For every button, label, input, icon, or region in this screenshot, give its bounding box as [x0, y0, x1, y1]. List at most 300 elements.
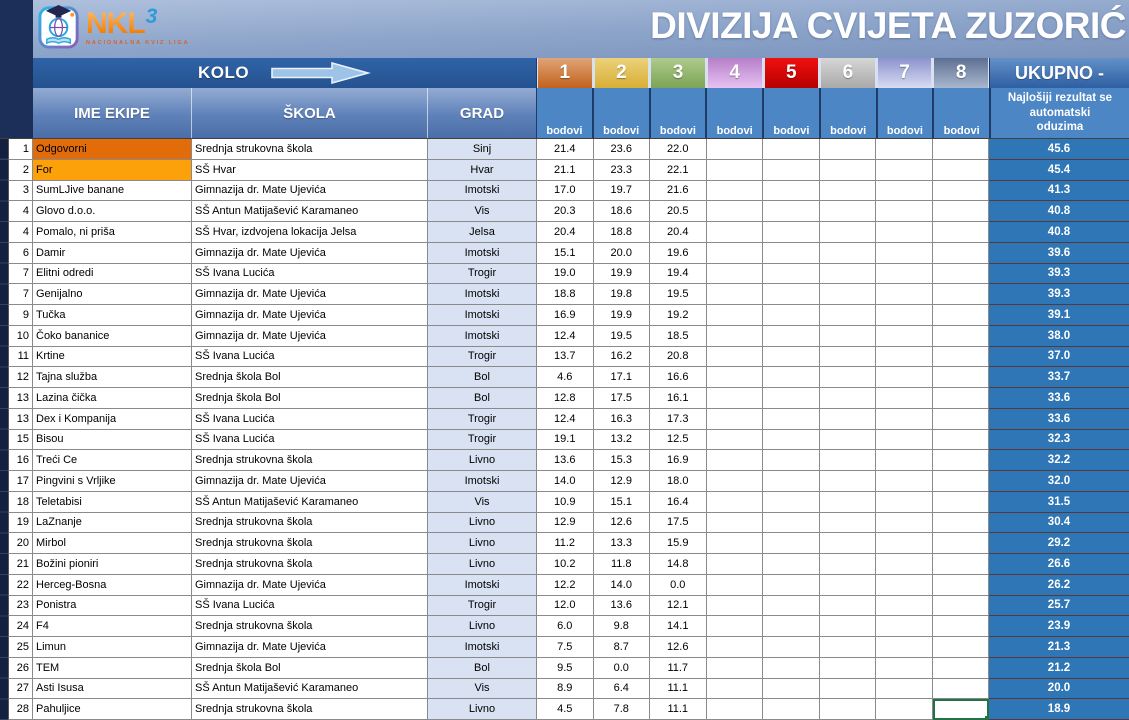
- score-cell-round-6[interactable]: [820, 243, 877, 264]
- city-cell[interactable]: Imotski: [428, 243, 537, 264]
- score-cell-round-2[interactable]: 15.1: [594, 492, 651, 513]
- score-cell-round-6[interactable]: [820, 575, 877, 596]
- score-cell-round-3[interactable]: 11.1: [650, 699, 707, 720]
- city-cell[interactable]: Jelsa: [428, 222, 537, 243]
- score-cell-round-3[interactable]: 16.9: [650, 450, 707, 471]
- school-cell[interactable]: SŠ Antun Matijašević Karamaneo: [192, 201, 428, 222]
- score-cell-round-6[interactable]: [820, 284, 877, 305]
- school-cell[interactable]: SŠ Antun Matijašević Karamaneo: [192, 492, 428, 513]
- score-cell-round-4[interactable]: [707, 471, 764, 492]
- rank-cell[interactable]: 11: [8, 347, 33, 368]
- score-cell-round-1[interactable]: 19.1: [537, 430, 594, 451]
- score-cell-round-2[interactable]: 18.6: [594, 201, 651, 222]
- score-cell-round-5[interactable]: [763, 430, 820, 451]
- score-cell-round-3[interactable]: 21.6: [650, 181, 707, 202]
- team-cell[interactable]: Tučka: [33, 305, 192, 326]
- score-cell-round-5[interactable]: [763, 388, 820, 409]
- score-cell-round-8[interactable]: [933, 305, 990, 326]
- score-cell-round-5[interactable]: [763, 450, 820, 471]
- score-cell-round-5[interactable]: [763, 679, 820, 700]
- score-cell-round-7[interactable]: [876, 699, 933, 720]
- rank-cell[interactable]: 27: [8, 679, 33, 700]
- score-cell-round-5[interactable]: [763, 243, 820, 264]
- ukupno-header-cell[interactable]: UKUPNO -: [989, 58, 1129, 88]
- school-cell[interactable]: Srednja strukovna škola: [192, 139, 428, 160]
- score-cell-round-6[interactable]: [820, 450, 877, 471]
- score-cell-round-6[interactable]: [820, 305, 877, 326]
- total-cell[interactable]: 33.6: [989, 409, 1129, 430]
- score-cell-round-5[interactable]: [763, 222, 820, 243]
- score-cell-round-7[interactable]: [876, 554, 933, 575]
- score-cell-round-6[interactable]: [820, 222, 877, 243]
- score-cell-round-6[interactable]: [820, 264, 877, 285]
- score-cell-round-1[interactable]: 20.4: [537, 222, 594, 243]
- score-cell-round-5[interactable]: [763, 409, 820, 430]
- score-cell-round-7[interactable]: [876, 201, 933, 222]
- score-cell-round-8[interactable]: [933, 243, 990, 264]
- total-cell[interactable]: 45.4: [989, 160, 1129, 181]
- score-cell-round-1[interactable]: 13.7: [537, 347, 594, 368]
- rank-cell[interactable]: 1: [8, 139, 33, 160]
- score-cell-round-3[interactable]: 17.3: [650, 409, 707, 430]
- team-cell[interactable]: Genijalno: [33, 284, 192, 305]
- score-cell-round-5[interactable]: [763, 139, 820, 160]
- score-cell-round-3[interactable]: 0.0: [650, 575, 707, 596]
- score-cell-round-5[interactable]: [763, 554, 820, 575]
- team-cell[interactable]: Pingvini s Vrljike: [33, 471, 192, 492]
- school-cell[interactable]: Gimnazija dr. Mate Ujevića: [192, 305, 428, 326]
- score-cell-round-6[interactable]: [820, 616, 877, 637]
- score-cell-round-5[interactable]: [763, 699, 820, 720]
- score-cell-round-6[interactable]: [820, 201, 877, 222]
- score-cell-round-3[interactable]: 14.1: [650, 616, 707, 637]
- rank-cell[interactable]: 25: [8, 637, 33, 658]
- school-cell[interactable]: Srednja škola Bol: [192, 388, 428, 409]
- score-cell-round-4[interactable]: [707, 139, 764, 160]
- team-cell[interactable]: Elitni odredi: [33, 264, 192, 285]
- score-cell-round-7[interactable]: [876, 243, 933, 264]
- team-cell[interactable]: Glovo d.o.o.: [33, 201, 192, 222]
- score-cell-round-8[interactable]: [933, 222, 990, 243]
- score-cell-round-7[interactable]: [876, 596, 933, 617]
- score-cell-round-1[interactable]: 10.2: [537, 554, 594, 575]
- score-cell-round-5[interactable]: [763, 284, 820, 305]
- score-cell-round-4[interactable]: [707, 347, 764, 368]
- team-cell[interactable]: Tajna služba: [33, 367, 192, 388]
- team-cell[interactable]: Mirbol: [33, 533, 192, 554]
- bodovi-header-4[interactable]: bodovi: [707, 88, 762, 138]
- score-cell-round-2[interactable]: 13.3: [594, 533, 651, 554]
- score-cell-round-7[interactable]: [876, 284, 933, 305]
- rank-cell[interactable]: 28: [8, 699, 33, 720]
- rank-cell[interactable]: 26: [8, 658, 33, 679]
- score-cell-round-6[interactable]: [820, 513, 877, 534]
- score-cell-round-2[interactable]: 15.3: [594, 450, 651, 471]
- round-chip-1[interactable]: 1: [538, 58, 592, 88]
- score-cell-round-7[interactable]: [876, 430, 933, 451]
- team-cell[interactable]: Pomalo, ni priša: [33, 222, 192, 243]
- total-cell[interactable]: 33.6: [989, 388, 1129, 409]
- score-cell-round-3[interactable]: 11.1: [650, 679, 707, 700]
- score-cell-round-6[interactable]: [820, 554, 877, 575]
- bodovi-header-5[interactable]: bodovi: [764, 88, 819, 138]
- rank-cell[interactable]: 22: [8, 575, 33, 596]
- total-cell[interactable]: 39.6: [989, 243, 1129, 264]
- score-cell-round-4[interactable]: [707, 201, 764, 222]
- city-cell[interactable]: Vis: [428, 492, 537, 513]
- score-cell-round-4[interactable]: [707, 616, 764, 637]
- city-cell[interactable]: Livno: [428, 699, 537, 720]
- total-cell[interactable]: 23.9: [989, 616, 1129, 637]
- round-chip-6[interactable]: 6: [821, 58, 875, 88]
- round-chip-5[interactable]: 5: [765, 58, 819, 88]
- score-cell-round-7[interactable]: [876, 679, 933, 700]
- school-cell[interactable]: Srednja škola Bol: [192, 367, 428, 388]
- school-cell[interactable]: Srednja strukovna škola: [192, 450, 428, 471]
- score-cell-round-1[interactable]: 14.0: [537, 471, 594, 492]
- bodovi-header-8[interactable]: bodovi: [934, 88, 989, 138]
- round-chip-4[interactable]: 4: [708, 58, 762, 88]
- score-cell-round-3[interactable]: 22.0: [650, 139, 707, 160]
- score-cell-round-6[interactable]: [820, 679, 877, 700]
- city-cell[interactable]: Trogir: [428, 430, 537, 451]
- city-cell[interactable]: Imotski: [428, 637, 537, 658]
- score-cell-round-8[interactable]: [933, 596, 990, 617]
- score-cell-round-8[interactable]: [933, 347, 990, 368]
- city-cell[interactable]: Imotski: [428, 181, 537, 202]
- score-cell-round-8[interactable]: [933, 699, 990, 720]
- score-cell-round-3[interactable]: 22.1: [650, 160, 707, 181]
- score-cell-round-6[interactable]: [820, 326, 877, 347]
- total-cell[interactable]: 39.1: [989, 305, 1129, 326]
- score-cell-round-6[interactable]: [820, 596, 877, 617]
- team-cell[interactable]: Treći Ce: [33, 450, 192, 471]
- city-cell[interactable]: Livno: [428, 533, 537, 554]
- score-cell-round-4[interactable]: [707, 326, 764, 347]
- score-cell-round-8[interactable]: [933, 637, 990, 658]
- score-cell-round-5[interactable]: [763, 347, 820, 368]
- score-cell-round-5[interactable]: [763, 596, 820, 617]
- rank-cell[interactable]: 23: [8, 596, 33, 617]
- score-cell-round-7[interactable]: [876, 388, 933, 409]
- score-cell-round-3[interactable]: 18.5: [650, 326, 707, 347]
- city-cell[interactable]: Livno: [428, 554, 537, 575]
- total-cell[interactable]: 41.3: [989, 181, 1129, 202]
- score-cell-round-7[interactable]: [876, 160, 933, 181]
- school-cell[interactable]: SŠ Ivana Lucića: [192, 596, 428, 617]
- score-cell-round-4[interactable]: [707, 160, 764, 181]
- score-cell-round-4[interactable]: [707, 409, 764, 430]
- header-school[interactable]: ŠKOLA: [192, 88, 428, 138]
- total-cell[interactable]: 21.2: [989, 658, 1129, 679]
- score-cell-round-4[interactable]: [707, 699, 764, 720]
- score-cell-round-5[interactable]: [763, 305, 820, 326]
- rank-cell[interactable]: 7: [8, 264, 33, 285]
- score-cell-round-2[interactable]: 9.8: [594, 616, 651, 637]
- score-cell-round-7[interactable]: [876, 513, 933, 534]
- score-cell-round-4[interactable]: [707, 679, 764, 700]
- score-cell-round-6[interactable]: [820, 160, 877, 181]
- score-cell-round-1[interactable]: 15.1: [537, 243, 594, 264]
- total-cell[interactable]: 30.4: [989, 513, 1129, 534]
- score-cell-round-3[interactable]: 17.5: [650, 513, 707, 534]
- score-cell-round-1[interactable]: 12.2: [537, 575, 594, 596]
- score-cell-round-6[interactable]: [820, 430, 877, 451]
- total-cell[interactable]: 32.2: [989, 450, 1129, 471]
- score-cell-round-6[interactable]: [820, 181, 877, 202]
- score-cell-round-2[interactable]: 17.5: [594, 388, 651, 409]
- score-cell-round-4[interactable]: [707, 264, 764, 285]
- score-cell-round-5[interactable]: [763, 326, 820, 347]
- score-cell-round-1[interactable]: 19.0: [537, 264, 594, 285]
- score-cell-round-4[interactable]: [707, 243, 764, 264]
- score-cell-round-3[interactable]: 14.8: [650, 554, 707, 575]
- school-cell[interactable]: Gimnazija dr. Mate Ujevića: [192, 575, 428, 596]
- score-cell-round-5[interactable]: [763, 201, 820, 222]
- team-cell[interactable]: For: [33, 160, 192, 181]
- total-cell[interactable]: 18.9: [989, 699, 1129, 720]
- score-cell-round-3[interactable]: 16.1: [650, 388, 707, 409]
- total-cell[interactable]: 38.0: [989, 326, 1129, 347]
- city-cell[interactable]: Imotski: [428, 471, 537, 492]
- bodovi-header-3[interactable]: bodovi: [651, 88, 706, 138]
- score-cell-round-5[interactable]: [763, 264, 820, 285]
- score-cell-round-4[interactable]: [707, 575, 764, 596]
- score-cell-round-6[interactable]: [820, 533, 877, 554]
- score-cell-round-2[interactable]: 13.6: [594, 596, 651, 617]
- score-cell-round-4[interactable]: [707, 637, 764, 658]
- school-cell[interactable]: SŠ Ivana Lucića: [192, 347, 428, 368]
- score-cell-round-1[interactable]: 4.6: [537, 367, 594, 388]
- score-cell-round-4[interactable]: [707, 658, 764, 679]
- school-cell[interactable]: SŠ Antun Matijašević Karamaneo: [192, 679, 428, 700]
- school-cell[interactable]: SŠ Ivana Lucića: [192, 264, 428, 285]
- score-cell-round-8[interactable]: [933, 492, 990, 513]
- school-cell[interactable]: Srednja strukovna škola: [192, 533, 428, 554]
- score-cell-round-8[interactable]: [933, 658, 990, 679]
- score-cell-round-7[interactable]: [876, 326, 933, 347]
- score-cell-round-7[interactable]: [876, 367, 933, 388]
- round-chip-3[interactable]: 3: [651, 58, 705, 88]
- total-cell[interactable]: 40.8: [989, 222, 1129, 243]
- score-cell-round-8[interactable]: [933, 575, 990, 596]
- school-cell[interactable]: Srednja strukovna škola: [192, 513, 428, 534]
- school-cell[interactable]: Srednja strukovna škola: [192, 699, 428, 720]
- score-cell-round-8[interactable]: [933, 430, 990, 451]
- score-cell-round-6[interactable]: [820, 492, 877, 513]
- score-cell-round-1[interactable]: 12.4: [537, 326, 594, 347]
- city-cell[interactable]: Imotski: [428, 305, 537, 326]
- total-cell[interactable]: 26.2: [989, 575, 1129, 596]
- score-cell-round-5[interactable]: [763, 471, 820, 492]
- score-cell-round-8[interactable]: [933, 326, 990, 347]
- score-cell-round-2[interactable]: 17.1: [594, 367, 651, 388]
- score-cell-round-1[interactable]: 18.8: [537, 284, 594, 305]
- city-cell[interactable]: Vis: [428, 201, 537, 222]
- score-cell-round-2[interactable]: 7.8: [594, 699, 651, 720]
- score-cell-round-4[interactable]: [707, 533, 764, 554]
- city-cell[interactable]: Sinj: [428, 139, 537, 160]
- round-chip-8[interactable]: 8: [934, 58, 988, 88]
- city-cell[interactable]: Bol: [428, 658, 537, 679]
- score-cell-round-1[interactable]: 11.2: [537, 533, 594, 554]
- score-cell-round-1[interactable]: 13.6: [537, 450, 594, 471]
- city-cell[interactable]: Livno: [428, 450, 537, 471]
- score-cell-round-8[interactable]: [933, 388, 990, 409]
- school-cell[interactable]: Gimnazija dr. Mate Ujevića: [192, 637, 428, 658]
- score-cell-round-2[interactable]: 14.0: [594, 575, 651, 596]
- team-cell[interactable]: TEM: [33, 658, 192, 679]
- score-cell-round-4[interactable]: [707, 284, 764, 305]
- city-cell[interactable]: Bol: [428, 367, 537, 388]
- team-cell[interactable]: Krtine: [33, 347, 192, 368]
- team-cell[interactable]: Čoko bananice: [33, 326, 192, 347]
- score-cell-round-2[interactable]: 6.4: [594, 679, 651, 700]
- score-cell-round-3[interactable]: 12.5: [650, 430, 707, 451]
- rank-cell[interactable]: 2: [8, 160, 33, 181]
- score-cell-round-6[interactable]: [820, 409, 877, 430]
- score-cell-round-8[interactable]: [933, 471, 990, 492]
- team-cell[interactable]: Teletabisi: [33, 492, 192, 513]
- score-cell-round-3[interactable]: 20.8: [650, 347, 707, 368]
- score-cell-round-7[interactable]: [876, 637, 933, 658]
- score-cell-round-3[interactable]: 12.1: [650, 596, 707, 617]
- score-cell-round-2[interactable]: 19.9: [594, 264, 651, 285]
- score-cell-round-1[interactable]: 21.1: [537, 160, 594, 181]
- score-cell-round-7[interactable]: [876, 616, 933, 637]
- team-cell[interactable]: Limun: [33, 637, 192, 658]
- total-cell[interactable]: 31.5: [989, 492, 1129, 513]
- score-cell-round-2[interactable]: 19.9: [594, 305, 651, 326]
- score-cell-round-7[interactable]: [876, 450, 933, 471]
- rank-cell[interactable]: 15: [8, 430, 33, 451]
- score-cell-round-2[interactable]: 13.2: [594, 430, 651, 451]
- score-cell-round-5[interactable]: [763, 616, 820, 637]
- score-cell-round-4[interactable]: [707, 181, 764, 202]
- score-cell-round-1[interactable]: 4.5: [537, 699, 594, 720]
- score-cell-round-1[interactable]: 17.0: [537, 181, 594, 202]
- score-cell-round-8[interactable]: [933, 616, 990, 637]
- school-cell[interactable]: SŠ Ivana Lucića: [192, 409, 428, 430]
- score-cell-round-7[interactable]: [876, 658, 933, 679]
- score-cell-round-7[interactable]: [876, 533, 933, 554]
- team-cell[interactable]: F4: [33, 616, 192, 637]
- ukupno-note-cell[interactable]: [989, 88, 1129, 138]
- score-cell-round-6[interactable]: [820, 388, 877, 409]
- score-cell-round-5[interactable]: [763, 658, 820, 679]
- school-cell[interactable]: Gimnazija dr. Mate Ujevića: [192, 284, 428, 305]
- score-cell-round-5[interactable]: [763, 160, 820, 181]
- city-cell[interactable]: Trogir: [428, 264, 537, 285]
- score-cell-round-4[interactable]: [707, 596, 764, 617]
- school-cell[interactable]: Gimnazija dr. Mate Ujevića: [192, 181, 428, 202]
- rank-cell[interactable]: 4: [8, 201, 33, 222]
- team-cell[interactable]: Lazina čička: [33, 388, 192, 409]
- total-cell[interactable]: 45.6: [989, 139, 1129, 160]
- total-cell[interactable]: 37.0: [989, 347, 1129, 368]
- school-cell[interactable]: SŠ Hvar, izdvojena lokacija Jelsa: [192, 222, 428, 243]
- round-chip-7[interactable]: 7: [878, 58, 932, 88]
- score-cell-round-3[interactable]: 18.0: [650, 471, 707, 492]
- score-cell-round-3[interactable]: 11.7: [650, 658, 707, 679]
- score-cell-round-8[interactable]: [933, 554, 990, 575]
- score-cell-round-3[interactable]: 19.4: [650, 264, 707, 285]
- score-cell-round-7[interactable]: [876, 347, 933, 368]
- score-cell-round-1[interactable]: 12.4: [537, 409, 594, 430]
- rank-cell[interactable]: 24: [8, 616, 33, 637]
- city-cell[interactable]: Vis: [428, 679, 537, 700]
- score-cell-round-4[interactable]: [707, 305, 764, 326]
- score-cell-round-1[interactable]: 9.5: [537, 658, 594, 679]
- score-cell-round-3[interactable]: 16.6: [650, 367, 707, 388]
- team-cell[interactable]: Herceg-Bosna: [33, 575, 192, 596]
- total-cell[interactable]: 32.3: [989, 430, 1129, 451]
- score-cell-round-4[interactable]: [707, 492, 764, 513]
- rank-cell[interactable]: 10: [8, 326, 33, 347]
- total-cell[interactable]: 26.6: [989, 554, 1129, 575]
- bodovi-header-1[interactable]: bodovi: [537, 88, 592, 138]
- score-cell-round-8[interactable]: [933, 409, 990, 430]
- school-cell[interactable]: Srednja strukovna škola: [192, 554, 428, 575]
- total-cell[interactable]: 25.7: [989, 596, 1129, 617]
- score-cell-round-5[interactable]: [763, 367, 820, 388]
- score-cell-round-2[interactable]: 11.8: [594, 554, 651, 575]
- score-cell-round-2[interactable]: 23.3: [594, 160, 651, 181]
- score-cell-round-2[interactable]: 0.0: [594, 658, 651, 679]
- rank-cell[interactable]: 6: [8, 243, 33, 264]
- score-cell-round-4[interactable]: [707, 367, 764, 388]
- rank-cell[interactable]: 7: [8, 284, 33, 305]
- school-cell[interactable]: Gimnazija dr. Mate Ujevića: [192, 326, 428, 347]
- header-city[interactable]: GRAD: [428, 88, 537, 138]
- score-cell-round-4[interactable]: [707, 388, 764, 409]
- total-cell[interactable]: 40.8: [989, 201, 1129, 222]
- round-chip-2[interactable]: 2: [595, 58, 649, 88]
- score-cell-round-7[interactable]: [876, 264, 933, 285]
- score-cell-round-4[interactable]: [707, 554, 764, 575]
- score-cell-round-4[interactable]: [707, 513, 764, 534]
- rank-cell[interactable]: 4: [8, 222, 33, 243]
- score-cell-round-1[interactable]: 21.4: [537, 139, 594, 160]
- score-cell-round-7[interactable]: [876, 222, 933, 243]
- score-cell-round-1[interactable]: 20.3: [537, 201, 594, 222]
- city-cell[interactable]: Trogir: [428, 596, 537, 617]
- score-cell-round-8[interactable]: [933, 533, 990, 554]
- team-cell[interactable]: Dex i Kompanija: [33, 409, 192, 430]
- score-cell-round-2[interactable]: 20.0: [594, 243, 651, 264]
- score-cell-round-8[interactable]: [933, 139, 990, 160]
- rank-cell[interactable]: 17: [8, 471, 33, 492]
- score-cell-round-6[interactable]: [820, 658, 877, 679]
- score-cell-round-3[interactable]: 12.6: [650, 637, 707, 658]
- score-cell-round-6[interactable]: [820, 347, 877, 368]
- score-cell-round-3[interactable]: 15.9: [650, 533, 707, 554]
- score-cell-round-5[interactable]: [763, 533, 820, 554]
- rank-cell[interactable]: 20: [8, 533, 33, 554]
- team-cell[interactable]: Bisou: [33, 430, 192, 451]
- score-cell-round-2[interactable]: 19.5: [594, 326, 651, 347]
- score-cell-round-6[interactable]: [820, 367, 877, 388]
- city-cell[interactable]: Imotski: [428, 326, 537, 347]
- score-cell-round-1[interactable]: 8.9: [537, 679, 594, 700]
- total-cell[interactable]: 39.3: [989, 284, 1129, 305]
- bodovi-header-2[interactable]: bodovi: [594, 88, 649, 138]
- score-cell-round-6[interactable]: [820, 471, 877, 492]
- rank-cell[interactable]: 18: [8, 492, 33, 513]
- score-cell-round-1[interactable]: 16.9: [537, 305, 594, 326]
- city-cell[interactable]: Trogir: [428, 409, 537, 430]
- score-cell-round-6[interactable]: [820, 699, 877, 720]
